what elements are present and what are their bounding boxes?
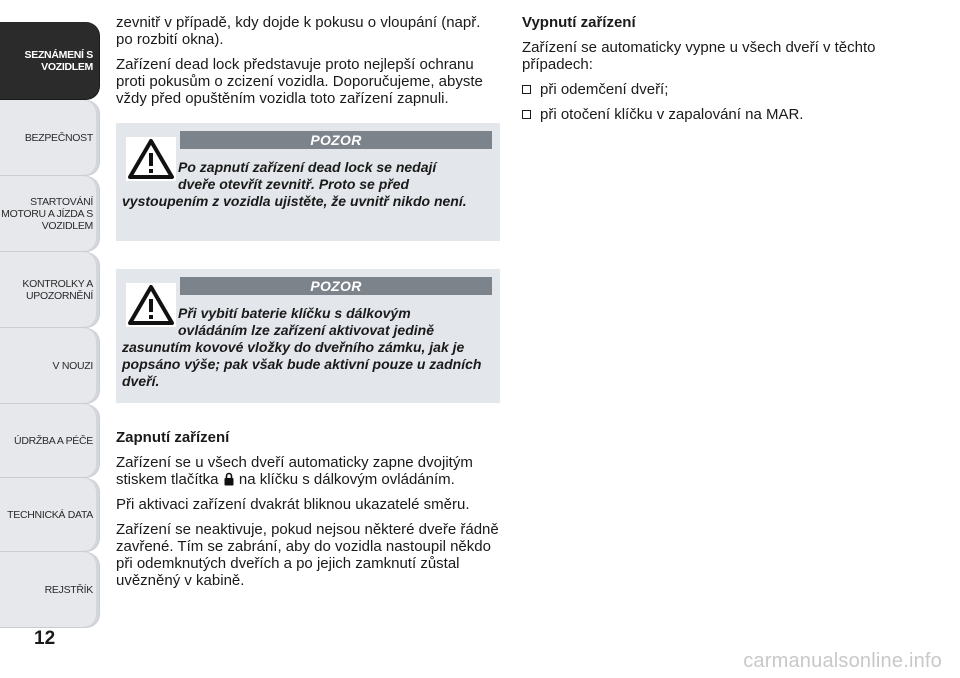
- paragraph: Zařízení se neaktivuje, pokud nejsou některé dveře řádně zavřené. Tím se zabrání, aby do vozidla nastoupil někdo při odemknutých dveřích a po jejich zamknutí zůstal uvězněný v kabině.: [116, 521, 499, 589]
- paragraph: zevnitř v případě, kdy dojde k pokusu o vloupání (např. po rozbití okna).: [116, 14, 481, 48]
- tab-maintenance[interactable]: [0, 404, 100, 478]
- paragraph: Při aktivaci zařízení dvakrát bliknou ukazatelé směru.: [116, 496, 470, 513]
- watermark: carmanualsonline.info: [743, 650, 942, 672]
- warning-line: ovládáním lze zařízení aktivovat jedině: [178, 322, 434, 338]
- tab-starting-driving[interactable]: [0, 176, 100, 252]
- warning-line: Po zapnutí zařízení dead lock se nedají: [178, 159, 437, 175]
- text-run: Zařízení se u všech dveří automaticky zapne dvojitým stiskem tlačítka: [116, 454, 473, 488]
- paragraph: Zařízení se automaticky vypne u všech dveří v těchto případech:: [522, 39, 876, 73]
- list-item: [522, 81, 922, 98]
- text-run: na klíčku s dálkovým ovládáním.: [238, 471, 455, 488]
- warning-title: POZOR: [180, 131, 492, 149]
- tab-label: V NOUZI: [52, 359, 93, 372]
- bullet-list: [522, 81, 922, 123]
- paragraph: [116, 454, 500, 488]
- tab-label: BEZPEČNOST: [24, 131, 93, 144]
- list-item-text: při otočení klíčku v zapalování na MAR.: [540, 106, 804, 123]
- right-column: [522, 14, 922, 131]
- tab-label: REJSTŘÍK: [44, 583, 93, 596]
- tab-emergency[interactable]: [0, 328, 100, 404]
- warning-box: [116, 123, 500, 241]
- warning-triangle-icon: [126, 283, 176, 327]
- chapter-sidebar: [0, 0, 100, 640]
- tab-label: TECHNICKÁ DATA: [7, 508, 93, 521]
- warning-box: [116, 269, 500, 403]
- warning-line: zasunutím kovové vložky do dveřního zámku, jak je popsáno výše; pak však bude aktivní pouze u zadních dveří.: [122, 339, 482, 389]
- list-item-text: při odemčení dveří;: [540, 81, 669, 98]
- list-item: [522, 106, 922, 123]
- tab-label: STARTOVÁNÍ MOTORU A JÍZDA S VOZIDLEM: [1, 195, 93, 232]
- page-number: 12: [34, 628, 56, 649]
- checkbox-bullet-icon: [522, 110, 531, 119]
- tab-introduction[interactable]: [0, 22, 100, 100]
- checkbox-bullet-icon: [522, 85, 531, 94]
- left-column: [116, 14, 500, 597]
- warning-title: POZOR: [180, 277, 492, 295]
- lock-icon: [224, 472, 234, 486]
- tab-index[interactable]: [0, 552, 100, 628]
- tab-technical-data[interactable]: [0, 478, 100, 552]
- paragraph: Zařízení dead lock představuje proto nejlepší ochranu proti pokusům o zcizení vozidla. Doporučujeme, abyste vždy před opuštěním vozidla toto zařízení zapnuli.: [116, 56, 483, 107]
- section-heading: Vypnutí zařízení: [522, 14, 636, 31]
- warning-line: Při vybití baterie klíčku s dálkovým: [178, 305, 411, 321]
- section-heading: Zapnutí zařízení: [116, 429, 230, 446]
- tab-safety[interactable]: [0, 100, 100, 176]
- warning-triangle-icon: [126, 137, 176, 181]
- warning-line: dveře otevřít zevnitř. Proto se před: [178, 176, 410, 192]
- warning-text: [122, 159, 492, 210]
- tab-warning-lights[interactable]: [0, 252, 100, 328]
- warning-line: vystoupením z vozidla ujistěte, že uvnitř nikdo není.: [122, 193, 467, 209]
- warning-text: [122, 305, 492, 390]
- tab-label: ÚDRŽBA A PÉČE: [14, 434, 93, 447]
- tab-label: KONTROLKY A UPOZORNĚNÍ: [22, 277, 93, 302]
- tab-label: SEZNÁMENÍ S VOZIDLEM: [24, 48, 93, 73]
